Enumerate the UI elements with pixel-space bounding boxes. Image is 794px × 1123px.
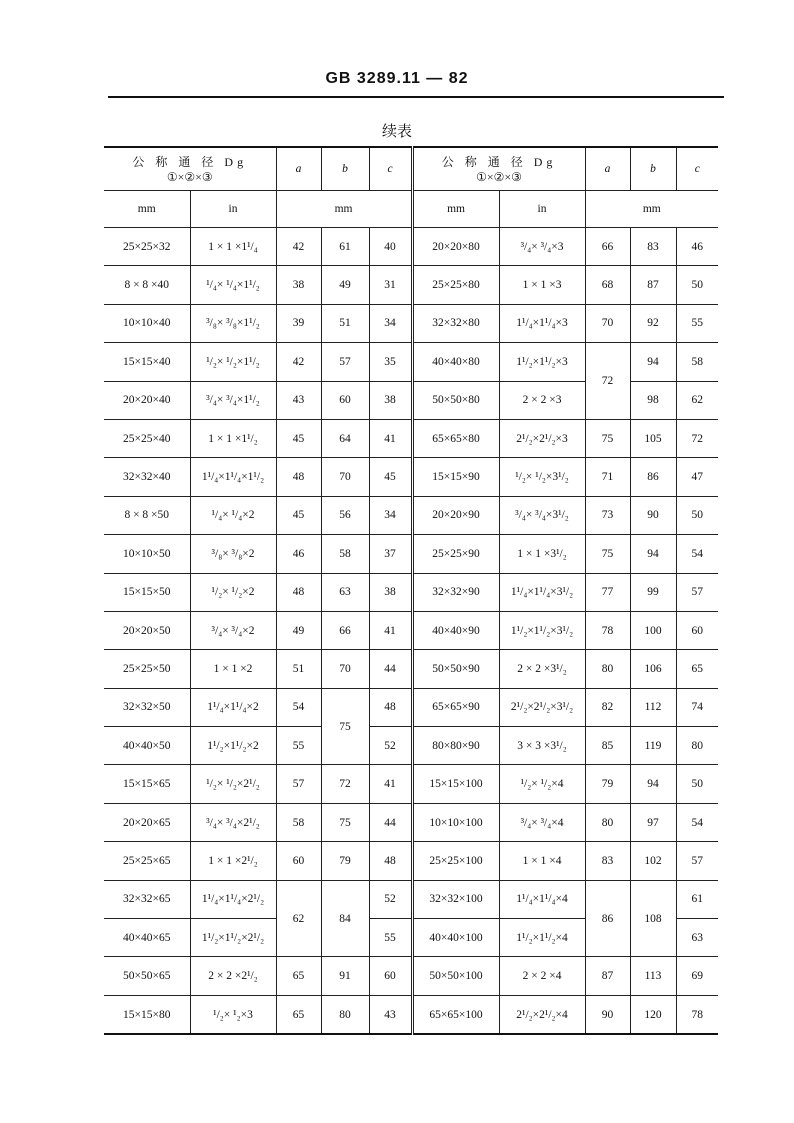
cell-a: 45 xyxy=(276,496,321,534)
cell-c: 34 xyxy=(369,496,412,534)
cell-c: 50 xyxy=(676,765,718,803)
cell-a: 65 xyxy=(276,995,321,1034)
cell-a: 77 xyxy=(585,573,630,611)
cell-mm: 40×40×50 xyxy=(104,727,190,765)
cell-b: 64 xyxy=(321,419,369,457)
cell-in: ¹/₂× ¹/₂×2 xyxy=(190,573,276,611)
cell-a: 48 xyxy=(276,573,321,611)
cell-mm: 32×32×50 xyxy=(104,688,190,726)
dimension-table xyxy=(104,146,718,1035)
cell-mm: 32×32×40 xyxy=(104,458,190,496)
cell-c: 31 xyxy=(369,266,412,304)
table-row xyxy=(104,458,718,496)
table-row xyxy=(104,650,718,688)
cell-b: 70 xyxy=(321,458,369,496)
cell-mm: 32×32×80 xyxy=(412,304,499,342)
header-row-units xyxy=(104,191,718,228)
cell-a: 58 xyxy=(276,803,321,841)
cell-in: ¹/₂× ¹/₂×3¹/₂ xyxy=(499,458,585,496)
cell-in: 2 × 2 ×2¹/₂ xyxy=(190,957,276,995)
unit-in-left: in xyxy=(190,191,276,228)
cell-mm: 25×25×90 xyxy=(412,535,499,573)
table-row xyxy=(104,496,718,534)
cell-in: 1 × 1 ×3¹/₂ xyxy=(499,535,585,573)
cell-b: 106 xyxy=(630,650,676,688)
unit-mm-right: mm xyxy=(412,191,499,228)
cell-mm: 15×15×80 xyxy=(104,995,190,1034)
cell-in: ³/₈× ³/₈×1¹/₂ xyxy=(190,304,276,342)
cell-mm: 25×25×50 xyxy=(104,650,190,688)
cell-b: 105 xyxy=(630,419,676,457)
table-row xyxy=(104,765,718,803)
cell-c: 48 xyxy=(369,842,412,880)
cell-mm: 50×50×100 xyxy=(412,957,499,995)
cell-c: 52 xyxy=(369,727,412,765)
cell-c: 45 xyxy=(369,458,412,496)
cell-c: 57 xyxy=(676,842,718,880)
table-caption: 续表 xyxy=(381,124,412,140)
cell-a: 57 xyxy=(276,765,321,803)
cell-in: ³/₄× ³/₄×3 xyxy=(499,228,585,266)
cell-in: 2¹/₂×2¹/₂×3 xyxy=(499,419,585,457)
cell-b-merged: 84 xyxy=(321,880,369,957)
cell-in: 1¹/₄×1¹/₄×2¹/₂ xyxy=(190,880,276,918)
col-b-header-right: b xyxy=(630,147,676,191)
cell-b: 57 xyxy=(321,343,369,381)
cell-mm: 15×15×100 xyxy=(412,765,499,803)
cell-mm: 40×40×90 xyxy=(412,611,499,649)
cell-c: 60 xyxy=(676,611,718,649)
table-row xyxy=(104,995,718,1034)
cell-a: 42 xyxy=(276,343,321,381)
cell-b: 70 xyxy=(321,650,369,688)
cell-a: 75 xyxy=(585,419,630,457)
cell-b: 51 xyxy=(321,304,369,342)
cell-c: 34 xyxy=(369,304,412,342)
cell-b: 83 xyxy=(630,228,676,266)
cell-b-merged: 75 xyxy=(321,688,369,765)
cell-c: 44 xyxy=(369,650,412,688)
cell-b: 97 xyxy=(630,803,676,841)
cell-mm: 65×65×80 xyxy=(412,419,499,457)
cell-mm: 25×25×32 xyxy=(104,228,190,266)
cell-in: ³/₈× ³/₈×2 xyxy=(190,535,276,573)
cell-b: 91 xyxy=(321,957,369,995)
col-c-header-left: c xyxy=(369,147,412,191)
table-row xyxy=(104,535,718,573)
table-row xyxy=(104,842,718,880)
cell-in: 1¹/₄×1¹/₄×4 xyxy=(499,880,585,918)
cell-mm: 20×20×40 xyxy=(104,381,190,419)
cell-a: 42 xyxy=(276,228,321,266)
cell-b: 60 xyxy=(321,381,369,419)
cell-a: 82 xyxy=(585,688,630,726)
cell-b: 79 xyxy=(321,842,369,880)
cell-mm: 65×65×100 xyxy=(412,995,499,1034)
cell-mm: 20×20×80 xyxy=(412,228,499,266)
table-row xyxy=(104,880,718,918)
cell-c: 43 xyxy=(369,995,412,1034)
table-row xyxy=(104,573,718,611)
cell-c: 40 xyxy=(369,228,412,266)
cell-c: 58 xyxy=(676,343,718,381)
cell-c: 74 xyxy=(676,688,718,726)
cell-a: 80 xyxy=(585,650,630,688)
cell-a: 45 xyxy=(276,419,321,457)
cell-c: 41 xyxy=(369,611,412,649)
cell-c: 48 xyxy=(369,688,412,726)
cell-mm: 25×25×65 xyxy=(104,842,190,880)
cell-b: 75 xyxy=(321,803,369,841)
cell-a: 83 xyxy=(585,842,630,880)
cell-in: 2 × 2 ×3¹/₂ xyxy=(499,650,585,688)
cell-a: 73 xyxy=(585,496,630,534)
cell-c: 50 xyxy=(676,266,718,304)
cell-in: 2 × 2 ×3 xyxy=(499,381,585,419)
cell-a: 39 xyxy=(276,304,321,342)
cell-in: ¹/₂× ¹/₂×4 xyxy=(499,765,585,803)
header-rule xyxy=(108,96,724,98)
cell-in: ¹/₄× ¹/₄×1¹/₂ xyxy=(190,266,276,304)
cell-a: 55 xyxy=(276,727,321,765)
cell-in: 1 × 1 ×4 xyxy=(499,842,585,880)
nominal-diameter-header-right xyxy=(412,147,585,191)
cell-mm: 8 × 8 ×50 xyxy=(104,496,190,534)
cell-b: 61 xyxy=(321,228,369,266)
cell-in: 2 × 2 ×4 xyxy=(499,957,585,995)
cell-mm: 80×80×90 xyxy=(412,727,499,765)
cell-c: 63 xyxy=(676,919,718,957)
col-b-header-left: b xyxy=(321,147,369,191)
cell-c: 41 xyxy=(369,765,412,803)
cell-a: 85 xyxy=(585,727,630,765)
cell-a: 60 xyxy=(276,842,321,880)
cell-mm: 65×65×90 xyxy=(412,688,499,726)
cell-b: 87 xyxy=(630,266,676,304)
table-row xyxy=(104,611,718,649)
table-row xyxy=(104,419,718,457)
cell-mm: 32×32×90 xyxy=(412,573,499,611)
cell-a-merged: 72 xyxy=(585,343,630,420)
cell-in: 1 × 1 ×1¹/₂ xyxy=(190,419,276,457)
standard-number: GB 3289.11 — 82 xyxy=(325,70,469,87)
cell-b: 94 xyxy=(630,343,676,381)
col-a-header-right: a xyxy=(585,147,630,191)
cell-b: 66 xyxy=(321,611,369,649)
cell-mm: 32×32×65 xyxy=(104,880,190,918)
cell-in: ³/₄× ³/₄×3¹/₂ xyxy=(499,496,585,534)
cell-c: 54 xyxy=(676,535,718,573)
cell-mm: 15×15×65 xyxy=(104,765,190,803)
cell-in: ³/₄× ³/₄×1¹/₂ xyxy=(190,381,276,419)
cell-mm: 15×15×50 xyxy=(104,573,190,611)
cell-b: 49 xyxy=(321,266,369,304)
cell-in: 2¹/₂×2¹/₂×3¹/₂ xyxy=(499,688,585,726)
table-row xyxy=(104,304,718,342)
cell-mm: 15×15×40 xyxy=(104,343,190,381)
nominal-diameter-header-left xyxy=(104,147,276,191)
cell-a: 43 xyxy=(276,381,321,419)
cell-c: 60 xyxy=(369,957,412,995)
unit-mm-left: mm xyxy=(104,191,190,228)
cell-c: 69 xyxy=(676,957,718,995)
cell-in: 1¹/₂×1¹/₂×3 xyxy=(499,343,585,381)
cell-mm: 40×40×100 xyxy=(412,919,499,957)
header-row-labels xyxy=(104,147,718,191)
nominal-diameter-label: 公 称 通 径 Dg xyxy=(441,154,557,169)
cell-in: 1¹/₄×1¹/₄×1¹/₂ xyxy=(190,458,276,496)
cell-b: 94 xyxy=(630,765,676,803)
cell-a: 70 xyxy=(585,304,630,342)
cell-mm: 20×20×50 xyxy=(104,611,190,649)
cell-b: 98 xyxy=(630,381,676,419)
cell-mm: 50×50×90 xyxy=(412,650,499,688)
table-row xyxy=(104,266,718,304)
cell-in: 1 × 1 ×3 xyxy=(499,266,585,304)
unit-mm-abc-left: mm xyxy=(276,191,412,228)
cell-b: 92 xyxy=(630,304,676,342)
cell-a: 65 xyxy=(276,957,321,995)
cell-a: 48 xyxy=(276,458,321,496)
cell-b: 119 xyxy=(630,727,676,765)
cell-b: 90 xyxy=(630,496,676,534)
cell-a: 87 xyxy=(585,957,630,995)
cell-in: ¹/₂× ¹₂×3 xyxy=(190,995,276,1034)
cell-in: 1¹/₂×1¹/₂×2 xyxy=(190,727,276,765)
cell-mm: 40×40×80 xyxy=(412,343,499,381)
cell-mm: 10×10×100 xyxy=(412,803,499,841)
cell-b-merged: 108 xyxy=(630,880,676,957)
cell-b: 113 xyxy=(630,957,676,995)
cell-c: 55 xyxy=(369,919,412,957)
cell-mm: 20×20×90 xyxy=(412,496,499,534)
unit-mm-abc-right: mm xyxy=(585,191,718,228)
cell-in: ¹/₄× ¹/₄×2 xyxy=(190,496,276,534)
cell-mm: 25×25×100 xyxy=(412,842,499,880)
cell-a: 38 xyxy=(276,266,321,304)
cell-in: 2¹/₂×2¹/₂×4 xyxy=(499,995,585,1034)
cell-b: 63 xyxy=(321,573,369,611)
table-row xyxy=(104,228,718,266)
cell-mm: 8 × 8 ×40 xyxy=(104,266,190,304)
cell-c: 35 xyxy=(369,343,412,381)
cell-in: 1 × 1 ×2¹/₂ xyxy=(190,842,276,880)
cell-in: 1¹/₄×1¹/₄×3 xyxy=(499,304,585,342)
cell-mm: 25×25×80 xyxy=(412,266,499,304)
col-c-header-right: c xyxy=(676,147,718,191)
cell-c: 44 xyxy=(369,803,412,841)
cell-a: 68 xyxy=(585,266,630,304)
cell-c: 54 xyxy=(676,803,718,841)
cell-c: 72 xyxy=(676,419,718,457)
unit-in-right: in xyxy=(499,191,585,228)
cell-in: 1¹/₂×1¹/₂×4 xyxy=(499,919,585,957)
cell-in: ¹/₂× ¹/₂×2¹/₂ xyxy=(190,765,276,803)
cell-mm: 32×32×100 xyxy=(412,880,499,918)
cell-c: 37 xyxy=(369,535,412,573)
cell-c: 38 xyxy=(369,573,412,611)
table-row xyxy=(104,803,718,841)
table-row xyxy=(104,957,718,995)
cell-a: 66 xyxy=(585,228,630,266)
cell-a-merged: 86 xyxy=(585,880,630,957)
cell-mm: 10×10×50 xyxy=(104,535,190,573)
cell-b: 58 xyxy=(321,535,369,573)
cell-a: 49 xyxy=(276,611,321,649)
cell-b: 56 xyxy=(321,496,369,534)
cell-mm: 10×10×40 xyxy=(104,304,190,342)
cell-mm: 50×50×80 xyxy=(412,381,499,419)
table-row xyxy=(104,343,718,381)
cell-in: ³/₄× ³/₄×4 xyxy=(499,803,585,841)
cell-in: 1 × 1 ×2 xyxy=(190,650,276,688)
cell-b: 94 xyxy=(630,535,676,573)
cell-b: 80 xyxy=(321,995,369,1034)
cell-c: 80 xyxy=(676,727,718,765)
cell-a: 75 xyxy=(585,535,630,573)
cell-c: 78 xyxy=(676,995,718,1034)
cell-c: 57 xyxy=(676,573,718,611)
cell-in: ³/₄× ³/₄×2¹/₂ xyxy=(190,803,276,841)
cell-in: 1¹/₂×1¹/₂×2¹/₂ xyxy=(190,919,276,957)
nominal-diameter-label: 公 称 通 径 Dg xyxy=(132,154,248,169)
nominal-diameter-sub: ①×②×③ xyxy=(476,169,522,184)
cell-a: 54 xyxy=(276,688,321,726)
cell-in: 1¹/₄×1¹/₄×3¹/₂ xyxy=(499,573,585,611)
cell-in: 1¹/₄×1¹/₄×2 xyxy=(190,688,276,726)
cell-a: 46 xyxy=(276,535,321,573)
cell-a: 79 xyxy=(585,765,630,803)
cell-a: 90 xyxy=(585,995,630,1034)
cell-c: 47 xyxy=(676,458,718,496)
cell-c: 61 xyxy=(676,880,718,918)
col-a-header-left: a xyxy=(276,147,321,191)
cell-in: ¹/₂× ¹/₂×1¹/₂ xyxy=(190,343,276,381)
cell-mm: 25×25×40 xyxy=(104,419,190,457)
cell-a: 80 xyxy=(585,803,630,841)
cell-in: 3 × 3 ×3¹/₂ xyxy=(499,727,585,765)
cell-mm: 15×15×90 xyxy=(412,458,499,496)
cell-mm: 50×50×65 xyxy=(104,957,190,995)
cell-in: ³/₄× ³/₄×2 xyxy=(190,611,276,649)
cell-in: 1¹/₂×1¹/₂×3¹/₂ xyxy=(499,611,585,649)
cell-b: 99 xyxy=(630,573,676,611)
nominal-diameter-sub: ①×②×③ xyxy=(166,169,213,184)
cell-a-merged: 62 xyxy=(276,880,321,957)
table-row xyxy=(104,727,718,765)
cell-mm: 20×20×65 xyxy=(104,803,190,841)
cell-mm: 40×40×65 xyxy=(104,919,190,957)
cell-c: 52 xyxy=(369,880,412,918)
cell-b: 102 xyxy=(630,842,676,880)
cell-a: 71 xyxy=(585,458,630,496)
cell-b: 72 xyxy=(321,765,369,803)
cell-c: 65 xyxy=(676,650,718,688)
cell-b: 86 xyxy=(630,458,676,496)
cell-c: 50 xyxy=(676,496,718,534)
cell-b: 120 xyxy=(630,995,676,1034)
cell-in: 1 × 1 ×1¹/₄ xyxy=(190,228,276,266)
cell-b: 112 xyxy=(630,688,676,726)
cell-c: 41 xyxy=(369,419,412,457)
cell-c: 62 xyxy=(676,381,718,419)
cell-c: 46 xyxy=(676,228,718,266)
cell-c: 38 xyxy=(369,381,412,419)
cell-a: 78 xyxy=(585,611,630,649)
cell-c: 55 xyxy=(676,304,718,342)
cell-b: 100 xyxy=(630,611,676,649)
cell-a: 51 xyxy=(276,650,321,688)
table-row xyxy=(104,688,718,726)
